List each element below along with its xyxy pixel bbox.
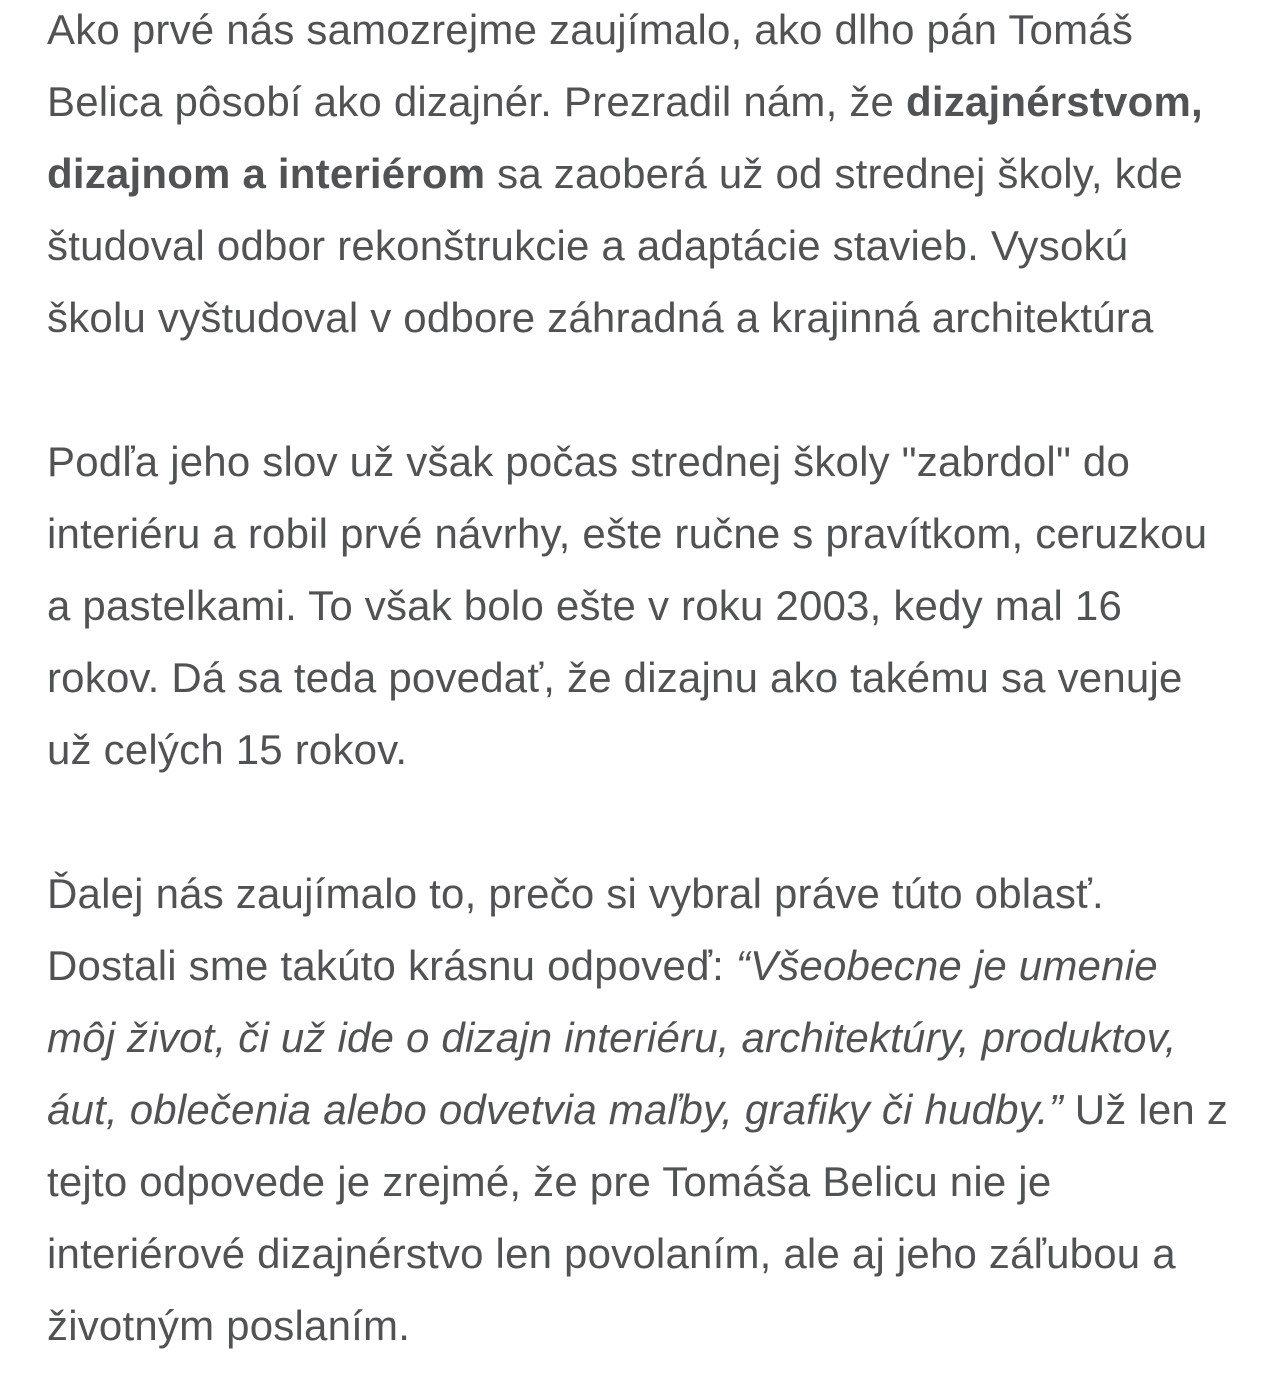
text-segment-normal: sa zaoberá už od strednej školy, kde študoval odbor rekonštrukcie a adaptácie stavieb. Vysokú školu vyštudoval v odbore záhradná a krajinná architektúra — [47, 150, 1183, 341]
text-segment-normal: Ďalej nás zaujímalo to, prečo si vybral práve túto oblasť. Dostali sme takúto krásnu odpoveď: — [47, 870, 1104, 989]
paragraph — [47, 0, 1237, 354]
text-segment-italic: “Všeobecne je umenie môj život, či už ide o dizajn interiéru, architektúry, produktov, áut, oblečenia alebo odvetvia maľby, grafiky či hudby.” — [47, 942, 1177, 1133]
text-segment-normal: Ako prvé nás samozrejme zaujímalo, ako dlho pán Tomáš Belica pôsobí ako dizajnér. Prezradil nám, že — [47, 6, 1134, 125]
paragraph — [47, 426, 1237, 786]
text-segment-normal: Podľa jeho slov už však počas strednej školy "zabrdol" do interiéru a robil prvé návrhy, ešte ručne s pravítkom, ceruzkou a pastelkami. To však bolo ešte v roku 2003, kedy mal 16 rokov. Dá sa teda povedať, že dizajnu ako takému sa venuje už celých 15 rokov. — [47, 438, 1208, 773]
paragraph — [47, 858, 1237, 1362]
text-segment-bold: dizajnérstvom, dizajnom a interiérom — [47, 78, 1203, 197]
text-segment-normal: Už len z tejto odpovede je zrejmé, že pre Tomáša Belicu nie je interiérové dizajnérstvo len povolaním, ale aj jeho záľubou a životným poslaním. — [47, 1086, 1229, 1349]
article-paragraphs — [47, 0, 1237, 1362]
